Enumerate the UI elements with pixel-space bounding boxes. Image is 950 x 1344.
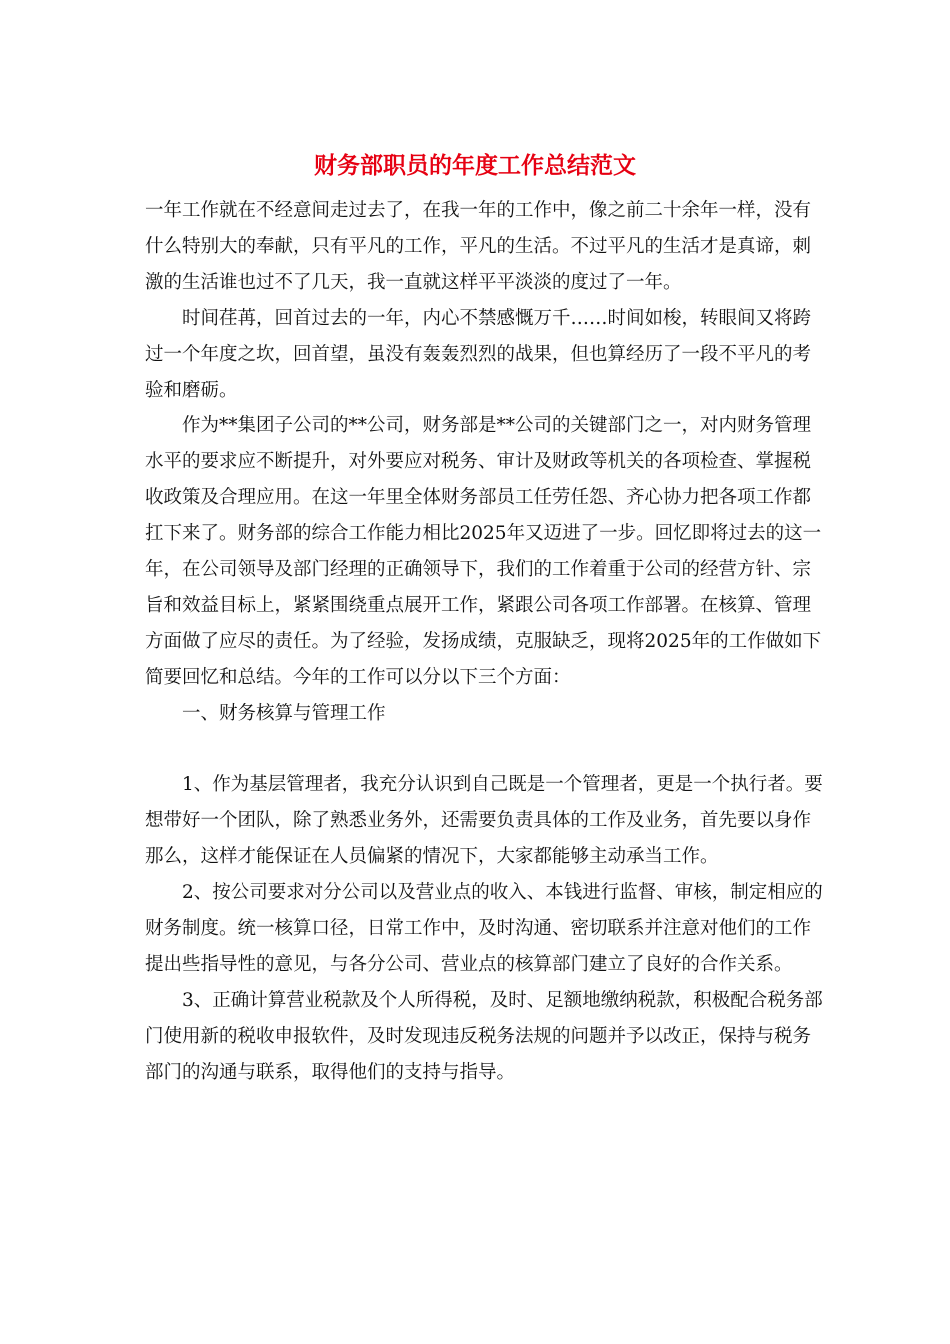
list-item-1: 1、作为基层管理者，我充分认识到自己既是一个管理者，更是一个执行者。要想带好一个团队，除了熟悉业务外，还需要负责具体的工作及业务，首先要以身作那么，这样才能保证在人员偏紧的情况下，大家都能够主动承当工作。 <box>145 774 823 868</box>
paragraph-intro: 一年工作就在不经意间走过去了，在我一年的工作中，像之前二十余年一样，没有什么特别大的奉献，只有平凡的工作，平凡的生活。不过平凡的生活才是真谛，刺激的生活谁也过不了几天，我一直就这样平平淡淡的度过了一年。 <box>145 200 812 293</box>
list-item-3: 3、正确计算营业税款及个人所得税，及时、足额地缴纳税款，积极配合税务部门使用新的税收申报软件，及时发现违反税务法规的问题并予以改正，保持与税务部门的沟通与联系，取得他们的支持与指导。 <box>145 989 823 1083</box>
section-heading: 一、财务核算与管理工作 <box>182 702 386 724</box>
document-title: 财务部职员的年度工作总结范文 <box>314 153 636 179</box>
list-item-2: 2、按公司要求对分公司以及营业点的收入、本钱进行监督、审核，制定相应的财务制度。统一核算口径，日常工作中，及时沟通、密切联系并注意对他们的工作提出些指导性的意见，与各分公司、营业点的核算部门建立了良好的合作关系。 <box>145 882 823 976</box>
document-body <box>145 193 825 1091</box>
paragraph-department-overview: 作为**集团子公司的**公司，财务部是**公司的关键部门之一，对内财务管理水平的要求应不断提升，对外要应对税务、审计及财政等机关的各项检查、掌握税收政策及合理应用。在这一年里全体财务部员工任劳任怨、齐心协力把各项工作都扛下来了。财务部的综合工作能力相比2025年又迈进了一步。回忆即将过去的这一年，在公司领导及部门经理的正确领导下，我们的工作着重于公司的经营方针、宗旨和效益目标上，紧紧围绕重点展开工作，紧跟公司各项工作部署。在核算、管理方面做了应尽的责任。为了经验，发扬成绩，克服缺乏，现将2025年的工作做如下简要回忆和总结。今年的工作可以分以下三个方面： <box>145 415 822 688</box>
blank-line <box>145 732 825 768</box>
paragraph-reflection: 时间荏苒，回首过去的一年，内心不禁感慨万千……时间如梭，转眼间又将跨过一个年度之坎，回首望，虽没有轰轰烈烈的战果，但也算经历了一段不平凡的考验和磨砺。 <box>145 307 812 401</box>
